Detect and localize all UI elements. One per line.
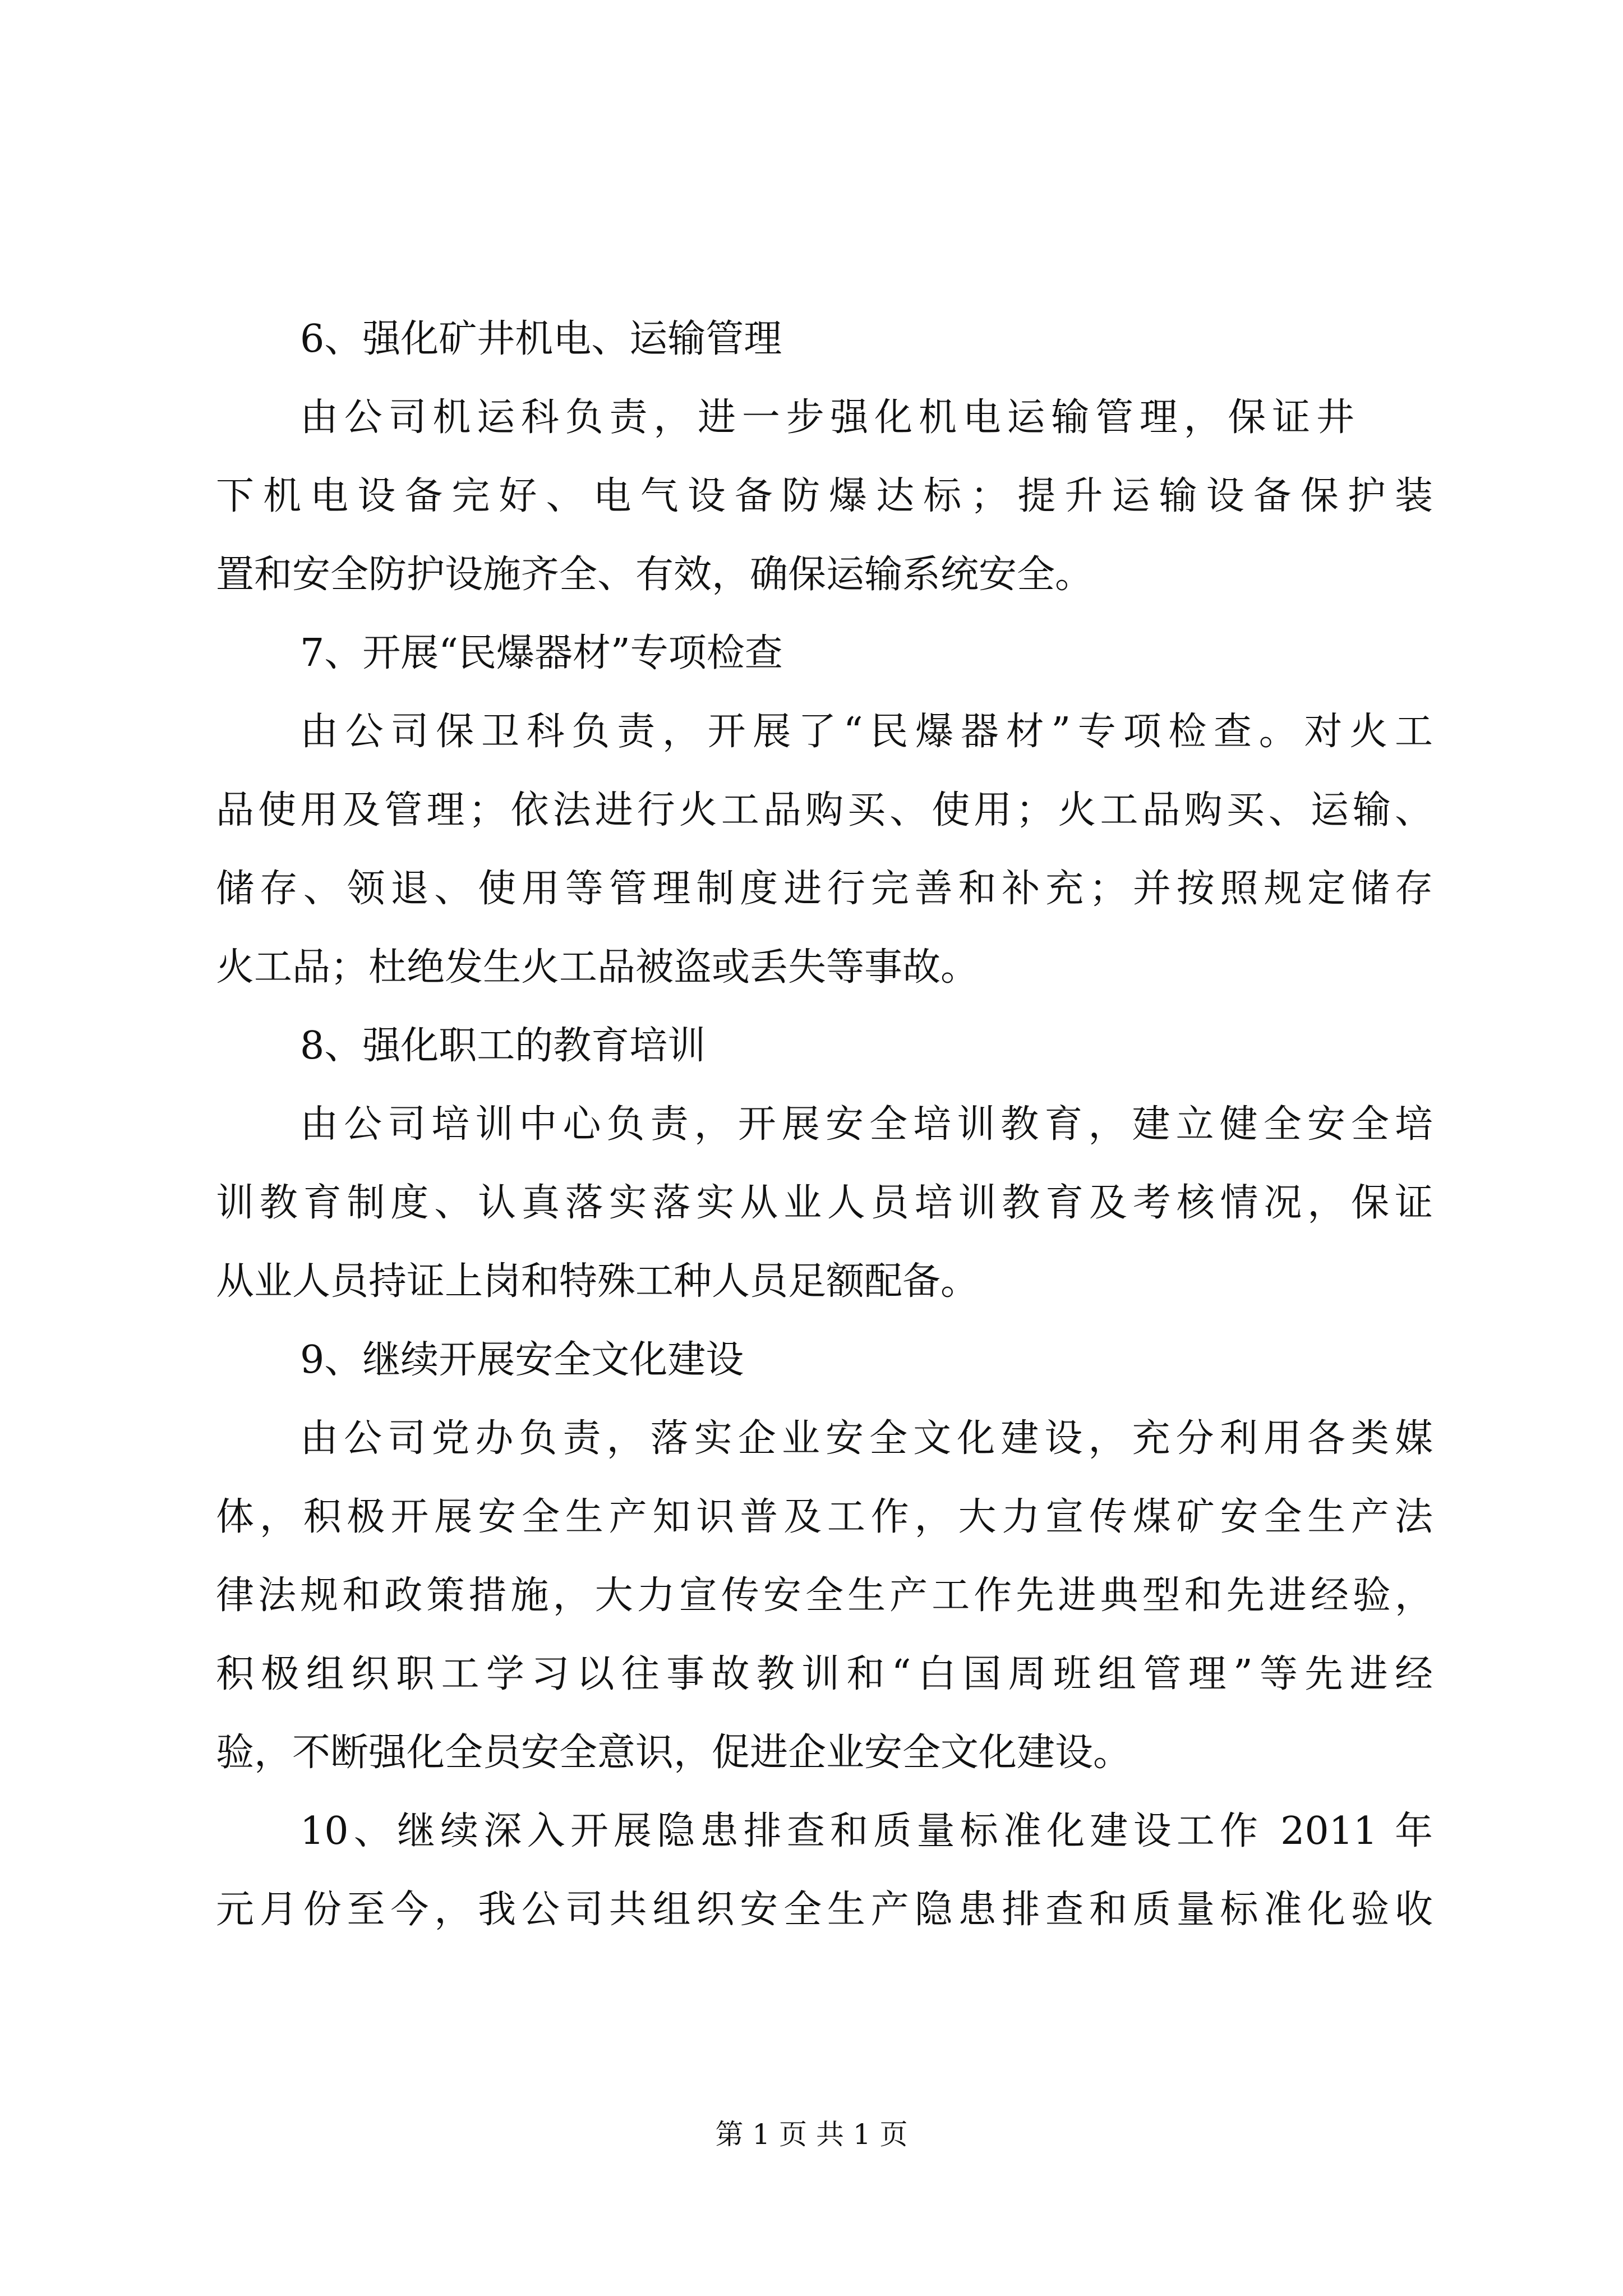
paragraph-line: 火工品；杜绝发生火工品被盗或丢失等事故。 (216, 945, 979, 990)
paragraph-line: 由公司党办负责，落实企业安全文化建设，充分利用各类媒 (300, 1416, 1433, 1461)
heading-9: 9、继续开展安全文化建设 (300, 1338, 744, 1382)
paragraph-line: 律法规和政策措施，大力宣传安全生产工作先进典型和先进经验， (216, 1573, 1433, 1618)
paragraph-line: 置和安全防护设施齐全、有效，确保运输系统安全。 (216, 553, 1094, 597)
paragraph-line: 由公司培训中心负责，开展安全培训教育，建立健全安全培 (300, 1102, 1433, 1147)
paragraph-line: 体，积极开展安全生产知识普及工作，大力宣传煤矿安全生产法 (216, 1495, 1433, 1539)
paragraph-line: 由公司保卫科负责，开展了“民爆器材”专项检查。对火工 (300, 710, 1433, 754)
heading-10: 10、继续深入开展隐患排查和质量标准化建设工作 2011 年 (300, 1809, 1433, 1853)
page-footer: 第 1 页 共 1 页 (715, 2118, 908, 2151)
heading-7: 7、开展“民爆器材”专项检查 (300, 631, 783, 675)
paragraph-line: 下机电设备完好、电气设备防爆达标；提升运输设备保护装 (216, 474, 1433, 518)
paragraph-line: 由公司机运科负责，进一步强化机电运输管理，保证井 (300, 395, 1354, 440)
paragraph-line: 积极组织职工学习以往事故教训和“白国周班组管理”等先进经 (216, 1652, 1433, 1696)
paragraph-line: 验，不断强化全员安全意识，促进企业安全文化建设。 (216, 1731, 1132, 1775)
paragraph-line: 从业人员持证上岗和特殊工种人员足额配备。 (216, 1259, 979, 1304)
paragraph-line: 品使用及管理；依法进行火工品购买、使用；火工品购买、运输、 (216, 788, 1433, 832)
heading-8: 8、强化职工的教育培训 (300, 1024, 706, 1068)
paragraph-line: 元月份至今，我公司共组织安全生产隐患排查和质量标准化验收 (216, 1888, 1433, 1932)
heading-6: 6、强化矿井机电、运输管理 (300, 317, 782, 361)
paragraph-line: 储存、领退、使用等管理制度进行完善和补充；并按照规定储存 (216, 867, 1433, 911)
paragraph-line: 训教育制度、认真落实落实从业人员培训教育及考核情况，保证 (216, 1181, 1433, 1225)
